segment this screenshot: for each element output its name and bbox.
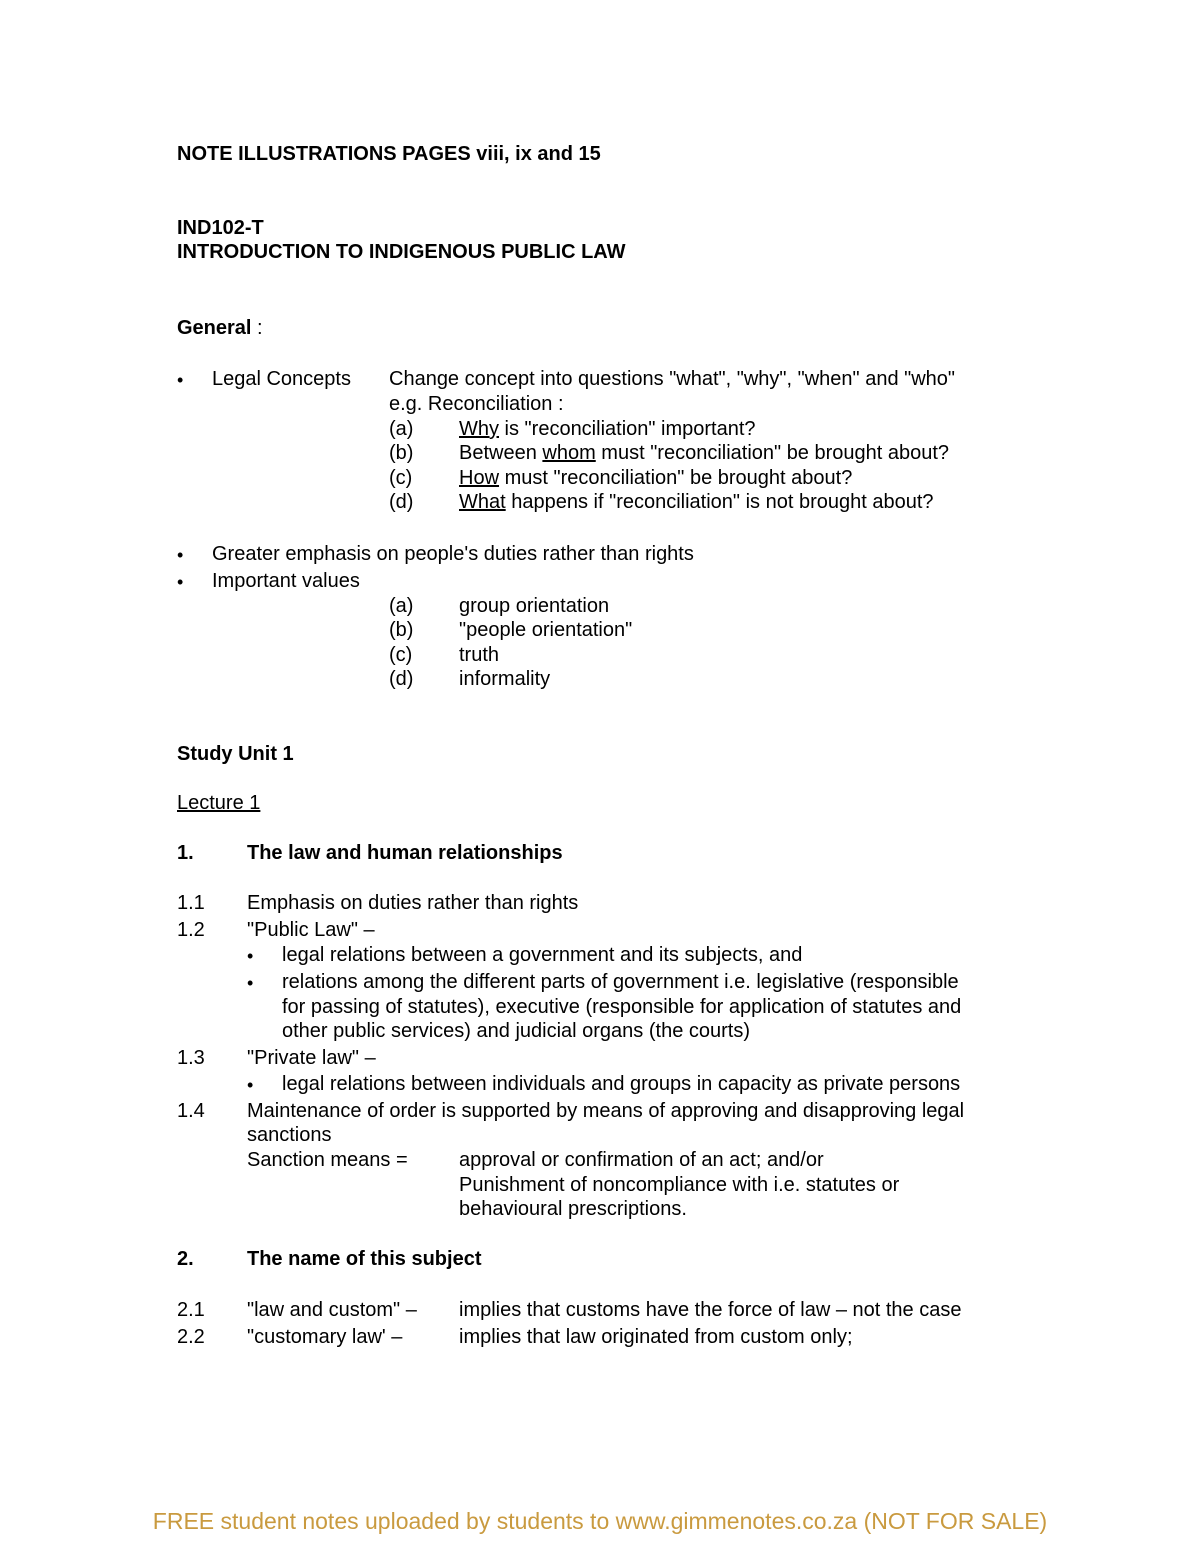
- question-item: [459, 466, 852, 491]
- bullet-icon: •: [247, 946, 254, 966]
- value-item: "people orientation": [459, 619, 633, 641]
- bullet-icon: •: [177, 370, 184, 390]
- question-marker: (d): [389, 491, 414, 513]
- bullet-text-continued: for passing of statutes), executive (responsible for application of statutes and: [282, 996, 962, 1018]
- question-item: [459, 441, 949, 466]
- value-item: truth: [459, 644, 500, 666]
- subsection-text: "Public Law" –: [247, 919, 375, 941]
- question-rest: must "reconciliation" be brought about?: [595, 442, 950, 464]
- value-marker: (c): [389, 644, 413, 666]
- bullet-icon: •: [177, 572, 184, 592]
- question-pre: Between: [459, 442, 543, 464]
- question-marker: (c): [389, 467, 413, 489]
- subsection-text: implies that customs have the force of law – not the case: [459, 1299, 962, 1321]
- question-key: whom: [542, 442, 596, 464]
- bullet-text-continued: other public services) and judicial organs (the courts): [282, 1020, 750, 1042]
- question-rest: must "reconciliation" be brought about?: [499, 467, 853, 489]
- subsection-number: 1.1: [177, 892, 205, 914]
- value-marker: (a): [389, 595, 414, 617]
- legal-concepts-label: Legal Concepts: [212, 368, 351, 390]
- question-rest: happens if "reconciliation" is not brought about?: [505, 491, 934, 513]
- sanction-label: Sanction means =: [247, 1149, 408, 1171]
- bullet-text: legal relations between individuals and groups in capacity as private persons: [282, 1073, 961, 1095]
- subsection-text-continued: sanctions: [247, 1124, 332, 1146]
- subsection-text: "Private law" –: [247, 1047, 376, 1069]
- footer-notice: FREE student notes uploaded by students to www.gimmenotes.co.za (NOT FOR SALE): [152, 1508, 1048, 1534]
- question-item: [459, 417, 756, 442]
- subsection-text: implies that law originated from custom only;: [459, 1326, 853, 1348]
- question-key: How: [459, 467, 500, 489]
- general-heading-colon: :: [251, 317, 263, 339]
- section-number: 2.: [177, 1248, 194, 1270]
- subsection-number: 1.3: [177, 1047, 205, 1069]
- value-item: informality: [459, 668, 551, 690]
- subsection-number: 2.2: [177, 1326, 205, 1348]
- section-title: The law and human relationships: [247, 842, 563, 864]
- bullet-text: relations among the different parts of government i.e. legislative (responsible: [282, 971, 959, 993]
- question-marker: (a): [389, 418, 414, 440]
- note-illustrations-heading: NOTE ILLUSTRATIONS PAGES viii, ix and 15: [177, 143, 601, 165]
- reconciliation-example: e.g. Reconciliation :: [389, 393, 564, 415]
- lecture-title: Lecture 1: [177, 792, 261, 814]
- question-item: [459, 490, 934, 515]
- general-heading-text: General: [177, 317, 252, 339]
- bullet-icon: •: [247, 973, 254, 993]
- bullet-text: legal relations between a government and its subjects, and: [282, 944, 803, 966]
- important-values-label: Important values: [212, 570, 360, 592]
- section-number: 1.: [177, 842, 194, 864]
- question-rest: is "reconciliation" important?: [499, 418, 756, 440]
- question-marker: (b): [389, 442, 414, 464]
- value-marker: (b): [389, 619, 414, 641]
- sanction-definition: behavioural prescriptions.: [459, 1198, 687, 1220]
- subsection-text: Emphasis on duties rather than rights: [247, 892, 579, 914]
- subsection-label: "customary law' –: [247, 1326, 403, 1348]
- study-unit-title: Study Unit 1: [177, 743, 294, 765]
- value-item: group orientation: [459, 595, 610, 617]
- subsection-number: 1.4: [177, 1100, 205, 1122]
- course-title: INTRODUCTION TO INDIGENOUS PUBLIC LAW: [177, 241, 626, 263]
- sanction-definition: Punishment of noncompliance with i.e. statutes or: [459, 1174, 900, 1196]
- value-marker: (d): [389, 668, 414, 690]
- question-key: Why: [459, 418, 499, 440]
- bullet-icon: •: [177, 545, 184, 565]
- legal-concepts-text: Change concept into questions "what", "why", "when" and "who": [389, 368, 956, 390]
- emphasis-text: Greater emphasis on people's duties rather than rights: [212, 543, 694, 565]
- course-code: IND102-T: [177, 217, 264, 239]
- subsection-label: "law and custom" –: [247, 1299, 417, 1321]
- general-heading: [177, 316, 263, 341]
- section-title: The name of this subject: [247, 1248, 482, 1270]
- subsection-number: 2.1: [177, 1299, 205, 1321]
- subsection-number: 1.2: [177, 919, 205, 941]
- bullet-icon: •: [247, 1075, 254, 1095]
- question-key: What: [459, 491, 506, 513]
- sanction-definition: approval or confirmation of an act; and/or: [459, 1149, 824, 1171]
- subsection-text: Maintenance of order is supported by means of approving and disapproving legal: [247, 1100, 965, 1122]
